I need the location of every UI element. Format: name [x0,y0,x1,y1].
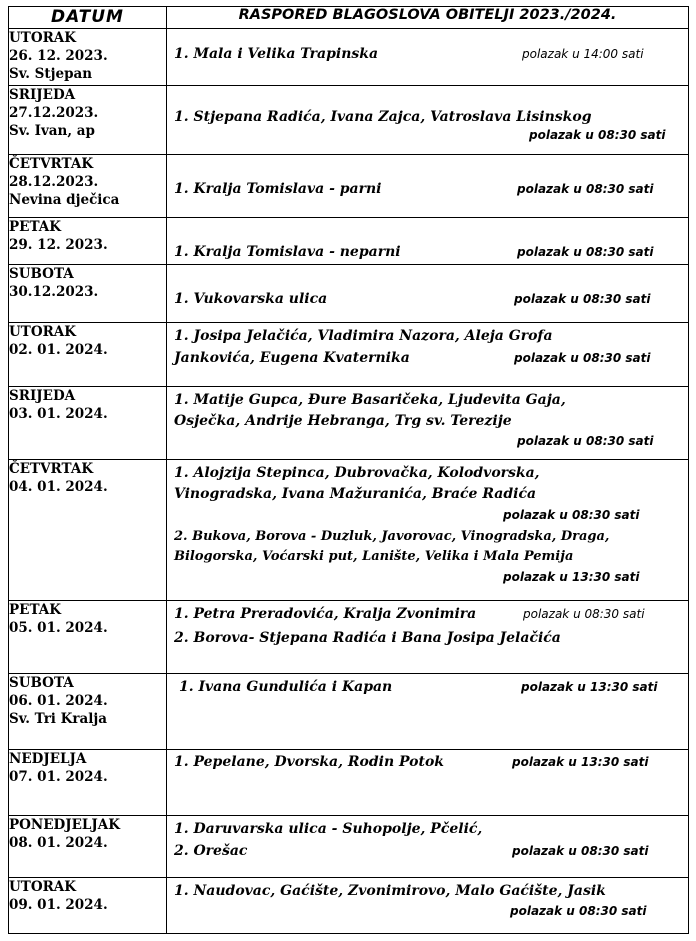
streets-cell [167,386,689,459]
streets-cell [167,322,689,386]
street-line: 1. Kralja Tomislava - neparni [174,243,401,260]
table-row [9,877,689,933]
date-value: 02. 01. 2024. [9,341,108,358]
streets-cell [167,217,689,264]
street-line: Bilogorska, Voćarski put, Lanište, Velika i Mala Pemija [174,549,574,565]
departure-time: polazak u 08:30 sati [514,350,651,365]
schedule-table [8,6,689,934]
day-name: SUBOTA [9,265,74,282]
table-row [9,815,689,877]
departure-time: polazak u 08:30 sati [523,606,645,621]
date-cell [9,749,167,815]
street-line: Vinogradska, Ivana Mažuranića, Braće Radića [174,486,537,503]
table-row [9,749,689,815]
date-column-header: DATUM [9,7,167,29]
date-value: 07. 01. 2024. [9,768,108,785]
streets-cell [167,674,689,749]
streets-cell [167,86,689,154]
streets-cell [167,749,689,815]
street-line: Osječka, Andrije Hebranga, Trg sv. Terezije [174,412,512,429]
date-cell [9,217,167,264]
header-row [9,7,689,29]
street-line: 2. Bukova, Borova - Duzluk, Javorovac, Vinogradska, Draga, [174,529,610,545]
date-cell [9,815,167,877]
table-row [9,264,689,322]
date-cell [9,386,167,459]
departure-time: polazak u 13:30 sati [503,570,640,585]
street-line: 2. Borova- Stjepana Radića i Bana Josipa Jelačića [174,629,561,646]
table-row [9,674,689,749]
day-name: UTORAK [9,878,77,895]
day-name: SRIJEDA [9,87,76,104]
departure-time: polazak u 08:30 sati [517,244,654,259]
street-line: 1. Vukovarska ulica [174,290,328,307]
date-cell [9,86,167,154]
date-value: 26. 12. 2023. [9,48,108,65]
date-cell [9,460,167,601]
date-value: 28.12.2023. [9,173,99,190]
departure-time: polazak u 08:30 sati [514,291,651,306]
table-row [9,154,689,217]
departure-time: polazak u 14:00 sati [522,47,644,62]
streets-cell [167,600,689,673]
street-line: 1. Stjepana Radića, Ivana Zajca, Vatroslava Lisinskog [174,109,592,126]
day-name: SUBOTA [9,675,74,692]
day-name: ČETVRTAK [9,461,94,478]
street-line: 1. Pepelane, Dvorska, Rodin Potok [174,753,444,770]
day-name: UTORAK [9,30,77,47]
day-name: PONEDJELJAK [9,816,121,833]
day-name: ČETVRTAK [9,155,94,172]
date-cell [9,154,167,217]
date-value: 09. 01. 2024. [9,896,108,913]
date-value: 27.12.2023. [9,105,99,122]
departure-time: polazak u 08:30 sati [529,128,666,143]
day-name: NEDJELJA [9,750,87,767]
day-name: SRIJEDA [9,387,76,404]
streets-cell [167,264,689,322]
date-cell [9,264,167,322]
street-line: 1. Naudovac, Gaćište, Zvonimirovo, Malo Gaćište, Jasik [174,882,606,899]
streets-cell [167,815,689,877]
date-cell [9,322,167,386]
streets-cell [167,877,689,933]
table-row [9,600,689,673]
table-row [9,29,689,86]
street-line: 1. Petra Preradovića, Kralja Zvonimira [174,605,477,622]
date-value: 30.12.2023. [9,283,99,300]
departure-time: polazak u 08:30 sati [517,181,654,196]
streets-cell [167,29,689,86]
schedule-title: RASPORED BLAGOSLOVA OBITELJI 2023./2024. [167,7,689,29]
date-value: 04. 01. 2024. [9,479,108,496]
streets-cell [167,154,689,217]
street-line: Jankovića, Eugena Kvaternika [174,349,410,366]
feast-note: Sv. Tri Kralja [9,711,107,728]
date-cell [9,29,167,86]
day-name: UTORAK [9,323,77,340]
departure-time: polazak u 08:30 sati [503,508,640,523]
table-row [9,217,689,264]
day-name: PETAK [9,601,61,618]
departure-time: polazak u 13:30 sati [512,754,649,769]
date-value: 03. 01. 2024. [9,405,108,422]
table-row [9,460,689,601]
date-cell [9,674,167,749]
street-line: 1. Ivana Gundulića i Kapan [179,679,393,696]
streets-cell [167,460,689,601]
table-row [9,386,689,459]
street-line: 1. Daruvarska ulica - Suhopolje, Pčelić, [174,820,483,837]
departure-time: polazak u 08:30 sati [510,903,647,918]
street-line: 1. Alojzija Stepinca, Dubrovačka, Kolodvorska, [174,465,540,482]
table-row [9,86,689,154]
street-line: 2. Orešac [174,842,248,859]
feast-note: Nevina dječica [9,191,120,208]
departure-time: polazak u 08:30 sati [512,843,649,858]
departure-time: polazak u 13:30 sati [521,680,658,695]
street-line: 1. Josipa Jelačića, Vladimira Nazora, Aleja Grofa [174,327,553,344]
date-value: 08. 01. 2024. [9,834,108,851]
street-line: 1. Matije Gupca, Đure Basaričeka, Ljudevita Gaja, [174,391,566,408]
date-value: 29. 12. 2023. [9,236,108,253]
feast-note: Sv. Ivan, ap [9,123,95,140]
date-cell [9,877,167,933]
street-line: 1. Mala i Velika Trapinska [174,46,379,63]
date-value: 05. 01. 2024. [9,619,108,636]
date-value: 06. 01. 2024. [9,693,108,710]
feast-note: Sv. Stjepan [9,66,93,83]
departure-time: polazak u 08:30 sati [517,433,654,448]
street-line: 1. Kralja Tomislava - parni [174,180,382,197]
date-cell [9,600,167,673]
table-row [9,322,689,386]
day-name: PETAK [9,218,61,235]
